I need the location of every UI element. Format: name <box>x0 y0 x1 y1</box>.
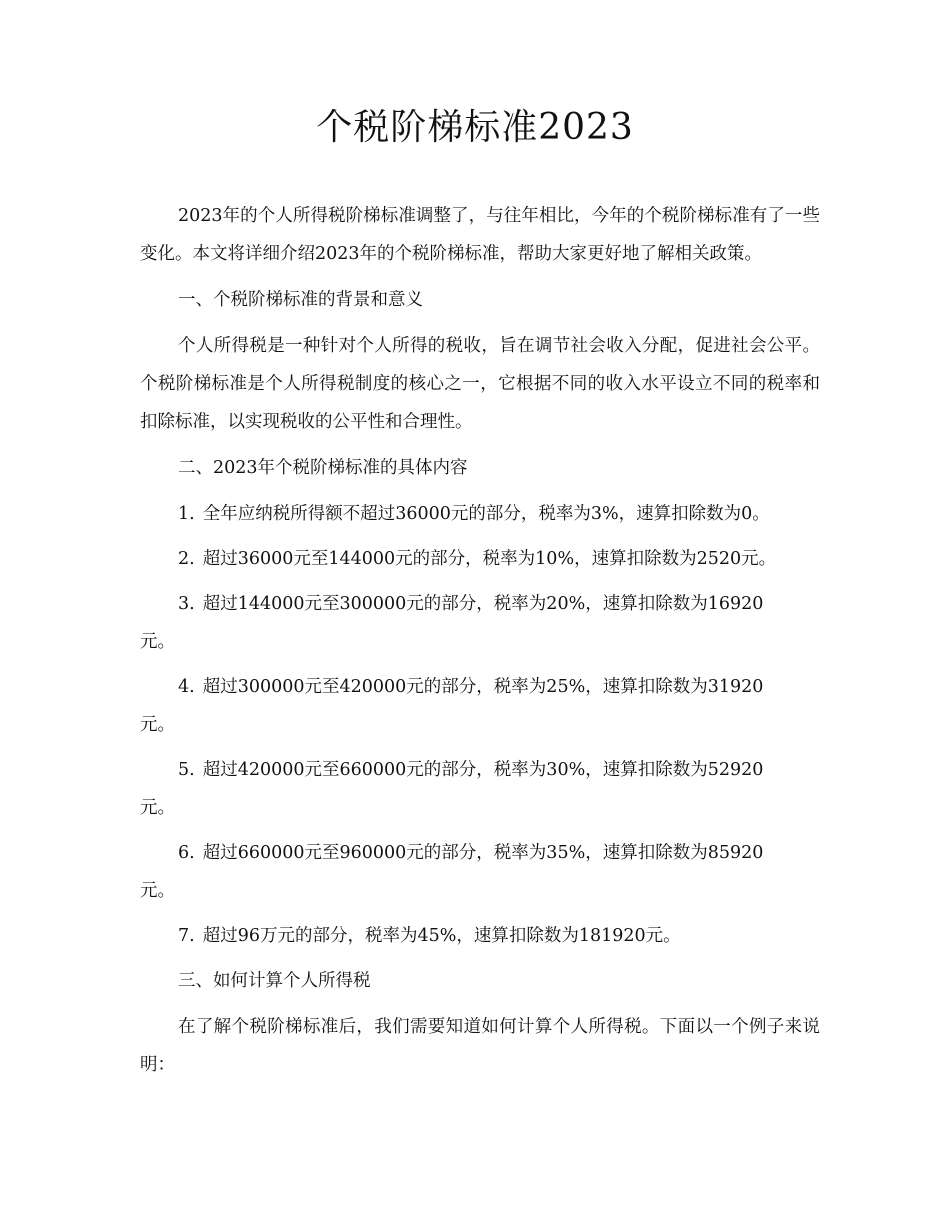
item-text: 超过660000元至960000元的部分，税率为35%，速算扣除数为85920元。 <box>140 843 764 901</box>
item-number: 4. <box>178 677 195 697</box>
section-3-paragraph: 在了解个税阶梯标准后，我们需要知道如何计算个人所得税。下面以一个例子来说明： <box>140 1017 820 1075</box>
tax-bracket-item <box>140 751 820 827</box>
item-text: 超过96万元的部分，税率为45%，速算扣除数为181920元。 <box>202 926 681 946</box>
document-body <box>140 197 820 1092</box>
item-number: 6. <box>178 843 195 863</box>
intro-paragraph: 2023年的个人所得税阶梯标准调整了，与往年相比，今年的个税阶梯标准有了一些变化。本文将详细介绍2023年的个税阶梯标准，帮助大家更好地了解相关政策。 <box>140 206 820 264</box>
item-text: 超过300000元至420000元的部分，税率为25%，速算扣除数为31920元。 <box>140 677 764 735</box>
section-2-heading: 二、2023年个税阶梯标准的具体内容 <box>178 458 468 478</box>
section-1-heading: 一、个税阶梯标准的背景和意义 <box>178 290 423 310</box>
item-number: 3. <box>178 594 195 614</box>
item-text: 超过144000元至300000元的部分，税率为20%，速算扣除数为16920元。 <box>140 594 764 652</box>
tax-bracket-item <box>140 585 820 661</box>
tax-bracket-item <box>140 917 820 955</box>
item-number: 2. <box>178 549 195 569</box>
section-1-paragraph: 个人所得税是一种针对个人所得的税收，旨在调节社会收入分配，促进社会公平。个税阶梯标准是个人所得税制度的核心之一，它根据不同的收入水平设立不同的税率和扣除标准，以实现税收的公平性和合理性。 <box>140 336 820 432</box>
item-text: 全年应纳税所得额不超过36000元的部分，税率为3%，速算扣除数为0。 <box>202 504 770 524</box>
tax-bracket-item <box>140 540 820 578</box>
tax-bracket-item <box>140 834 820 910</box>
item-text: 超过36000元至144000元的部分，税率为10%，速算扣除数为2520元。 <box>202 549 777 569</box>
tax-bracket-list <box>140 495 820 955</box>
tax-bracket-item <box>140 668 820 744</box>
tax-bracket-item <box>140 495 820 533</box>
item-text: 超过420000元至660000元的部分，税率为30%，速算扣除数为52920元。 <box>140 760 764 818</box>
item-number: 1. <box>178 504 195 524</box>
item-number: 5. <box>178 760 195 780</box>
section-3-heading: 三、如何计算个人所得税 <box>178 971 371 991</box>
item-number: 7. <box>178 926 195 946</box>
document-title: 个税阶梯标准2023 <box>316 107 634 148</box>
